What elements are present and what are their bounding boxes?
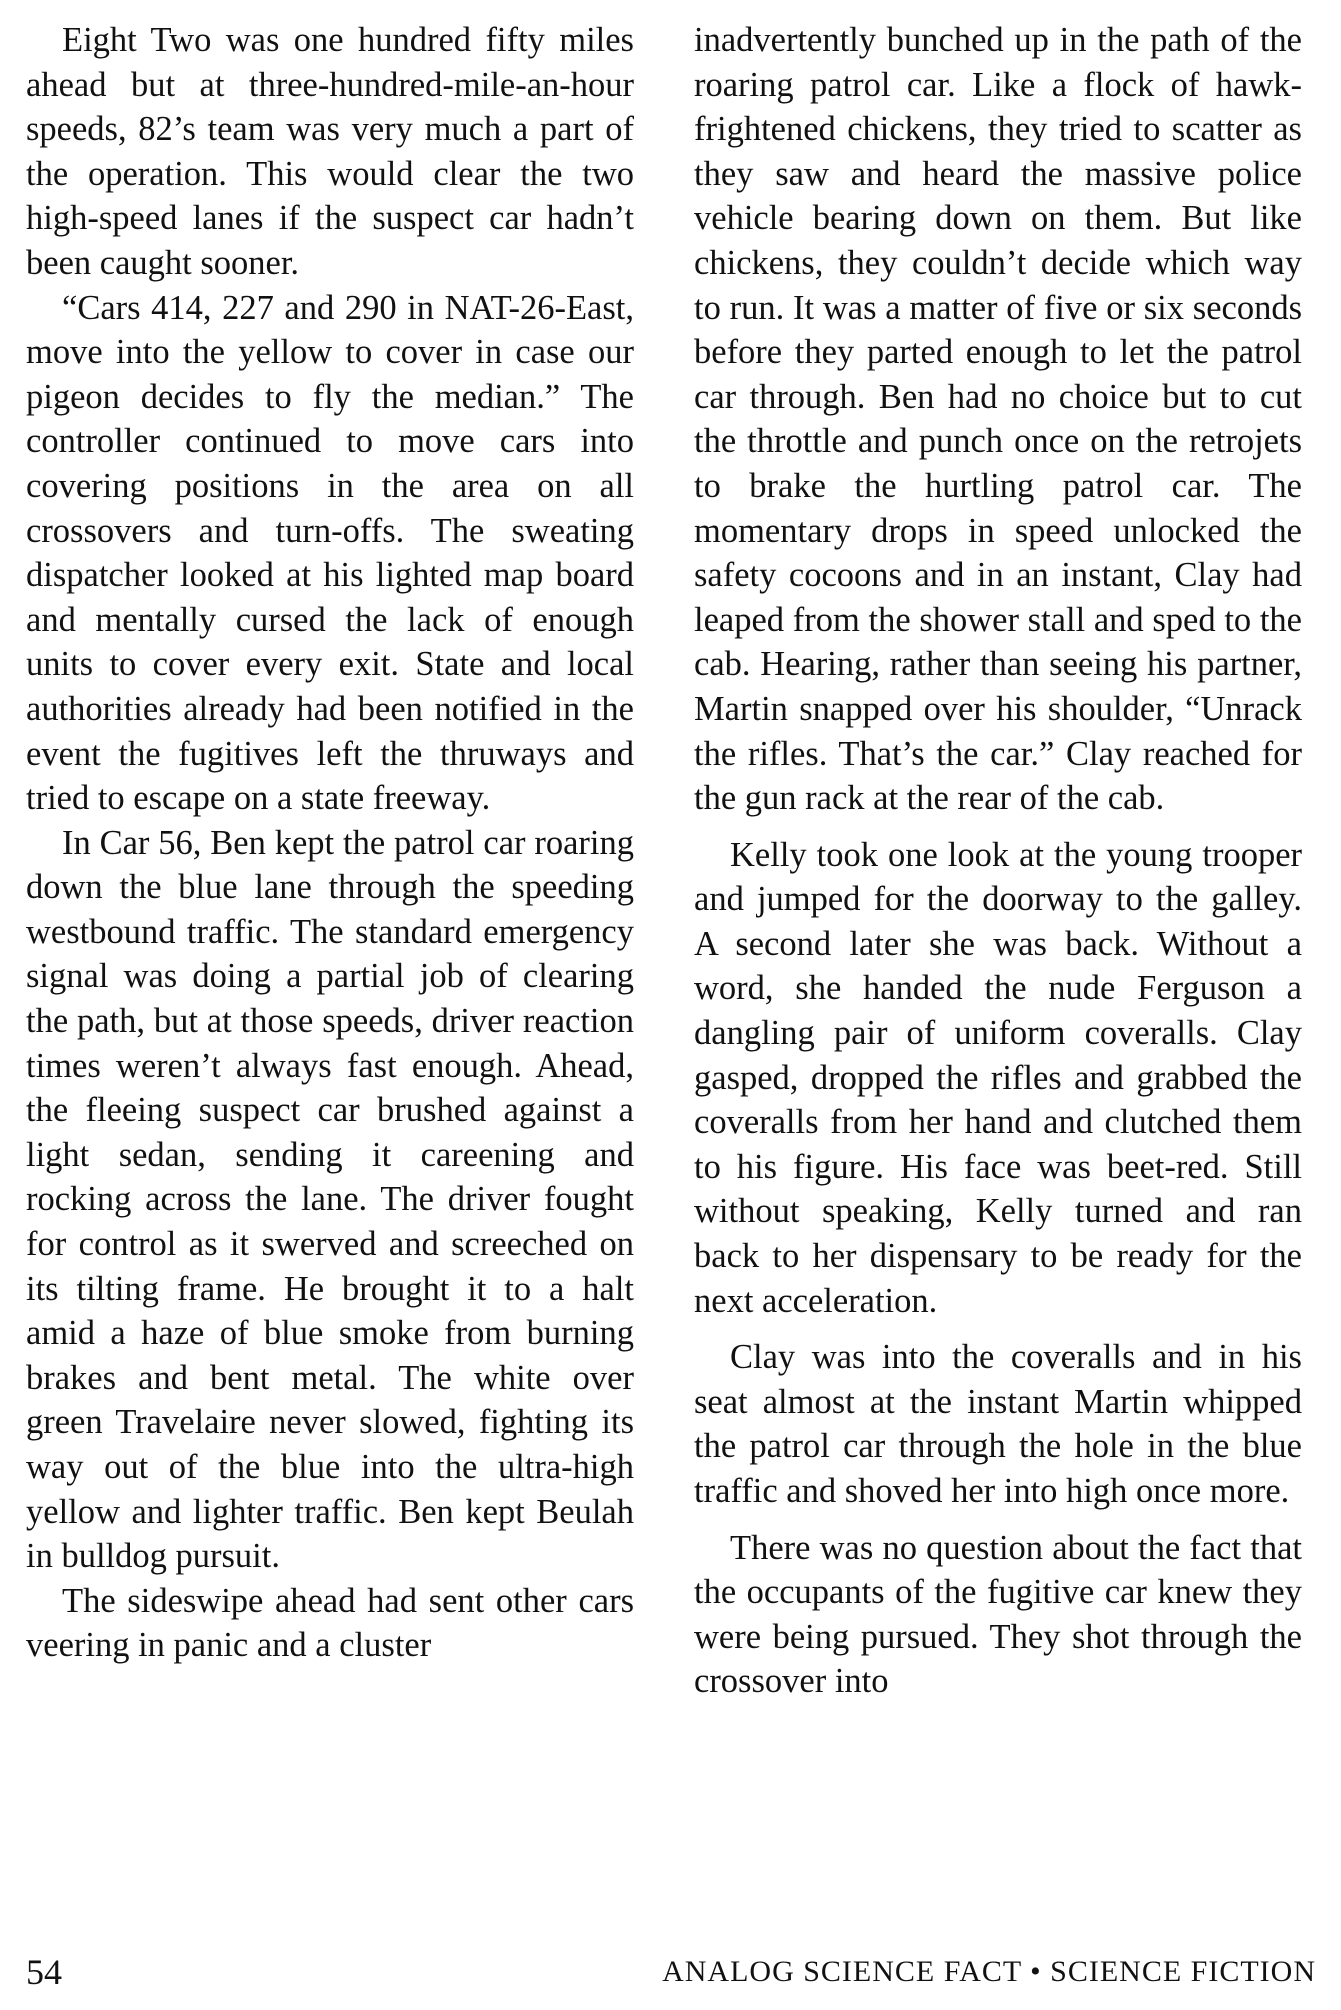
left-column [26,18,634,1668]
left-paragraph-2: “Cars 414, 227 and 290 in NAT-26-East, move into the yellow to cover in case our pigeon decides to fly the median.” The controller continued to move cars into covering positions in the area on all crossovers and turn-offs. The sweating dispatcher looked at his lighted map board and mentally cursed the lack of enough units to cover every exit. State and local authorities already had been notified in the event the fugitives left the thruways and tried to escape on a state freeway. [26,288,634,818]
left-paragraph-3: In Car 56, Ben kept the patrol car roaring down the blue lane through the speeding westbound traffic. The standard emergency signal was doing a partial job of clearing the path, but at those speeds, driver reaction times weren’t always fast enough. Ahead, the fleeing suspect car brushed against a light sedan, sending it careening and rocking across the lane. The driver fought for control as it swerved and screeched on its tilting frame. He brought it to a halt amid a haze of blue smoke from burning brakes and bent metal. The white over green Travelaire never slowed, fighting its way out of the blue into the ultra-high yellow and lighter traffic. Ben kept Beulah in bulldog pursuit. [26,823,634,1576]
right-paragraph-2: Kelly took one look at the young trooper and jumped for the doorway to the galley. A second later she was back. Without a word, she handed the nude Ferguson a dangling pair of uniform coveralls. Clay gasped, dropped the rifles and grabbed the coveralls from her hand and clutched them to his figure. His face was beet-red. Still without speaking, Kelly turned and ran back to her dispensary to be ready for the next acceleration. [694,835,1302,1320]
page-footer [26,1950,1316,1994]
left-paragraph-4: The sideswipe ahead had sent other cars veering in panic and a cluster [26,1581,634,1665]
page-number: 54 [26,1952,62,1992]
right-paragraph-4: There was no question about the fact that the occupants of the fugitive car knew they were being pursued. They shot through the crossover into [694,1528,1302,1701]
right-paragraph-1: inadvertently bunched up in the path of the roaring patrol car. Like a flock of hawk-frightened chickens, they tried to scatter as they saw and heard the massive police vehicle bearing down on them. But like chickens, they couldn’t decide which way to run. It was a matter of five or six seconds before they parted enough to let the patrol car through. Ben had no choice but to cut the throttle and punch once on the retrojets to brake the hurtling patrol car. The momentary drops in speed unlocked the safety cocoons and in an instant, Clay had leaped from the shower stall and sped to the cab. Hearing, rather than seeing his partner, Martin snapped over his shoulder, “Unrack the rifles. That’s the car.” Clay reached for the gun rack at the rear of the cab. [694,21,1302,818]
right-column [694,18,1302,1704]
left-paragraph-1: Eight Two was one hundred fifty miles ahead but at three-hundred-mile-an-hour speeds, 82’s team was very much a part of the operation. This would clear the two high-speed lanes if the suspect car hadn’t been caught sooner. [26,21,634,282]
right-paragraph-3: Clay was into the coveralls and in his seat almost at the instant Martin whipped the patrol car through the hole in the blue traffic and shoved her into high once more. [694,1338,1302,1510]
magazine-title: ANALOG SCIENCE FACT • SCIENCE FICTION [662,1955,1316,1988]
